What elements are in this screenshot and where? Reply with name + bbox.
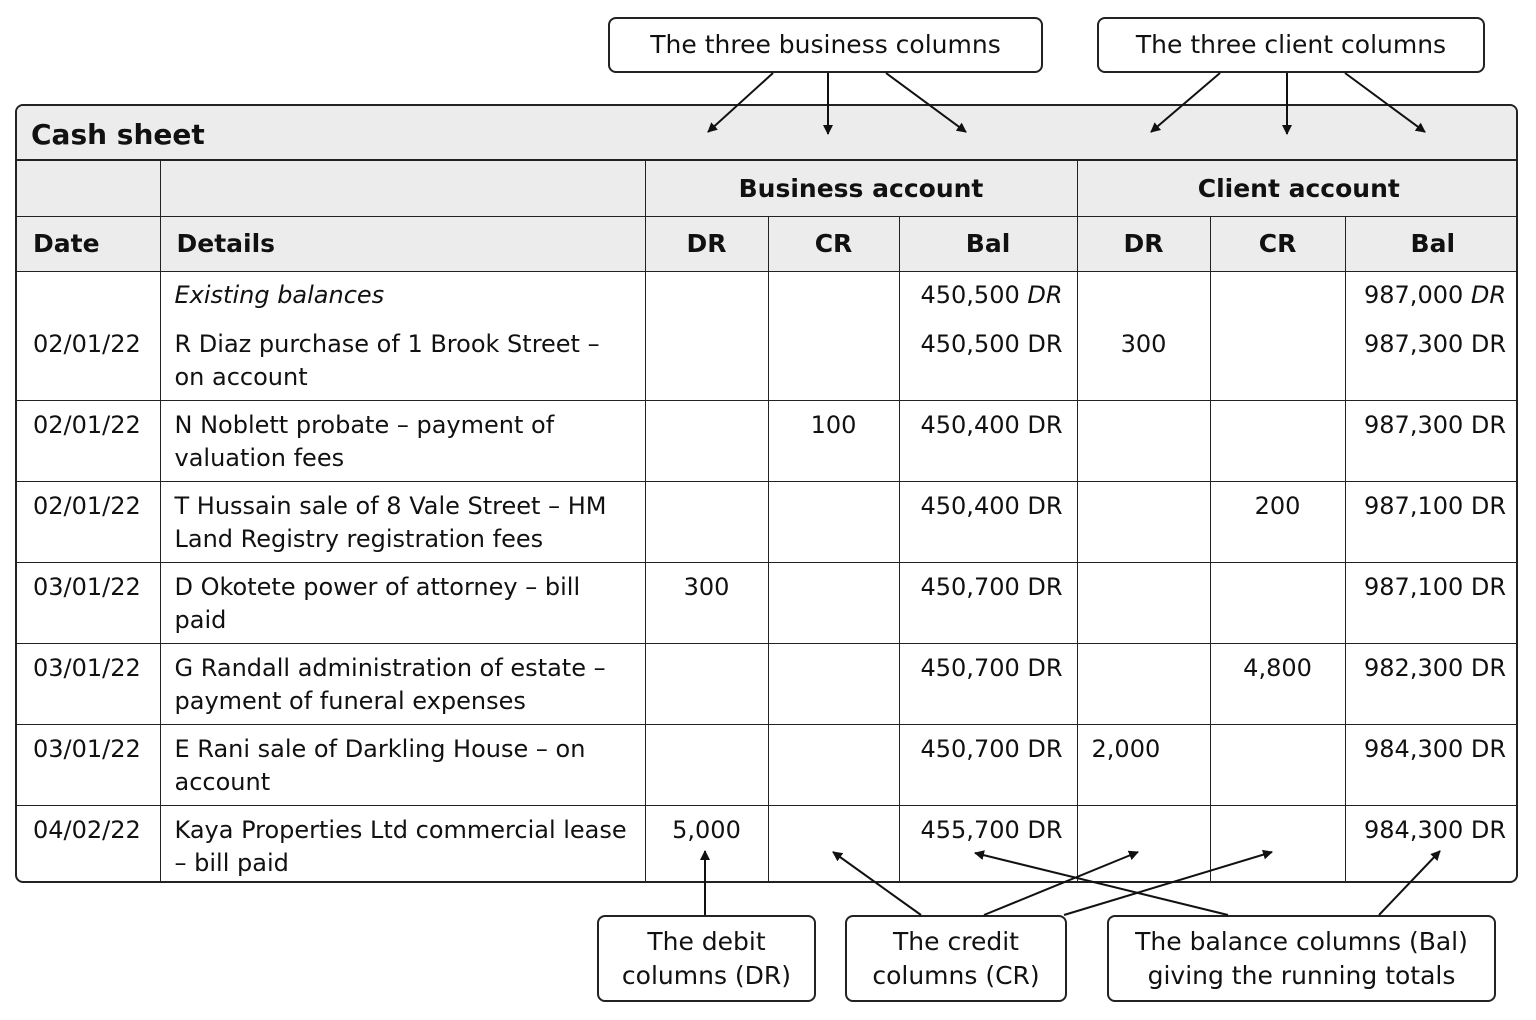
cell-business-dr: 5,000 [645, 806, 768, 884]
arrow-balance-client [1379, 851, 1440, 915]
cell-details: G Randall administration of estate – payment of funeral expenses [160, 644, 645, 725]
cell-business-bal: 455,700 DR [899, 806, 1077, 884]
cell-date: 02/01/22 [17, 320, 160, 401]
cell-details: Kaya Properties Ltd commercial lease – bill paid [160, 806, 645, 884]
col-header-business-dr: DR [645, 216, 768, 271]
cell-client-cr: 200 [1210, 482, 1345, 563]
client-bal-amount: 987,000 [1364, 280, 1464, 309]
cell-details: R Diaz purchase of 1 Brook Street – on account [160, 320, 645, 401]
arrow-client-bal [1345, 73, 1425, 132]
arrow-credit-client-2 [1064, 852, 1272, 915]
cell-details: T Hussain sale of 8 Vale Street – HM Land Registry registration fees [160, 482, 645, 563]
col-header-date: Date [17, 216, 160, 271]
cell-details: E Rani sale of Darkling House – on account [160, 725, 645, 806]
callout-client-columns-text: The three client columns [1135, 30, 1447, 59]
callout-credit-line-2: columns (CR) [872, 960, 1040, 990]
business-bal-amount: 450,500 [920, 280, 1020, 309]
client-bal-suffix: DR [1470, 280, 1507, 309]
cell-date: 03/01/22 [17, 725, 160, 806]
cell-business-bal: 450,400 DR [899, 482, 1077, 563]
cell-client-dr: 300 [1077, 320, 1210, 401]
cell-date: 02/01/22 [17, 401, 160, 482]
cell-client-bal: 987,300 DR [1345, 320, 1518, 401]
business-bal-suffix: DR [1027, 280, 1063, 309]
arrow-business-bal [886, 73, 966, 132]
group-header-client: Client account [1077, 161, 1518, 216]
arrow-client-dr [1151, 73, 1220, 132]
cell-client-bal: 987,300 DR [1345, 401, 1518, 482]
cell-business-bal: 450,400 DR [899, 401, 1077, 482]
arrow-balance-business [975, 853, 1228, 915]
cell-client-bal: 984,300 DR [1345, 725, 1518, 806]
cell-details: D Okotete power of attorney – bill paid [160, 563, 645, 644]
cell-client-bal: 987,100 DR [1345, 482, 1518, 563]
col-header-client-bal: Bal [1345, 216, 1518, 271]
cell-details: N Noblett probate – payment of valuation fees [160, 401, 645, 482]
cell-client-bal: 987,100 DR [1345, 563, 1518, 644]
callout-balance-line-1: The balance columns (Bal) [1135, 926, 1468, 956]
callout-debit-line-1: The debit [647, 926, 766, 956]
cell-client-dr: 2,000 [1077, 725, 1210, 806]
cell-client-bal: 984,300 DR [1345, 806, 1518, 884]
cell-business-bal: 450,700 DR [899, 725, 1077, 806]
col-header-client-cr: CR [1210, 216, 1345, 271]
cell-date: 03/01/22 [17, 644, 160, 725]
cell-business-dr: 300 [645, 563, 768, 644]
cell-date: 03/01/22 [17, 563, 160, 644]
cell-date: 04/02/22 [17, 806, 160, 884]
cell-business-cr: 100 [768, 401, 899, 482]
arrow-business-dr [708, 73, 773, 132]
sheet-title: Cash sheet [17, 106, 1516, 161]
cell-business-bal: 450,700 DR [899, 644, 1077, 725]
cell-client-cr: 4,800 [1210, 644, 1345, 725]
cell-client-bal: 982,300 DR [1345, 644, 1518, 725]
callout-business-columns-text: The three business columns [650, 30, 1001, 59]
arrow-credit-business [833, 852, 921, 915]
callout-debit-line-2: columns (DR) [621, 960, 792, 990]
callout-balance-line-2: giving the running totals [1147, 960, 1456, 990]
col-header-client-dr: DR [1077, 216, 1210, 271]
cell-business-bal: 450,700 DR [899, 563, 1077, 644]
col-header-business-cr: CR [768, 216, 899, 271]
group-header-business: Business account [645, 161, 1077, 216]
cell-business-bal: 450,500 DR [899, 320, 1077, 401]
callout-credit-line-1: The credit [893, 926, 1019, 956]
col-header-details: Details [160, 216, 645, 271]
cell-date: 02/01/22 [17, 482, 160, 563]
col-header-business-bal: Bal [899, 216, 1077, 271]
cell-details: Existing balances [160, 271, 645, 320]
